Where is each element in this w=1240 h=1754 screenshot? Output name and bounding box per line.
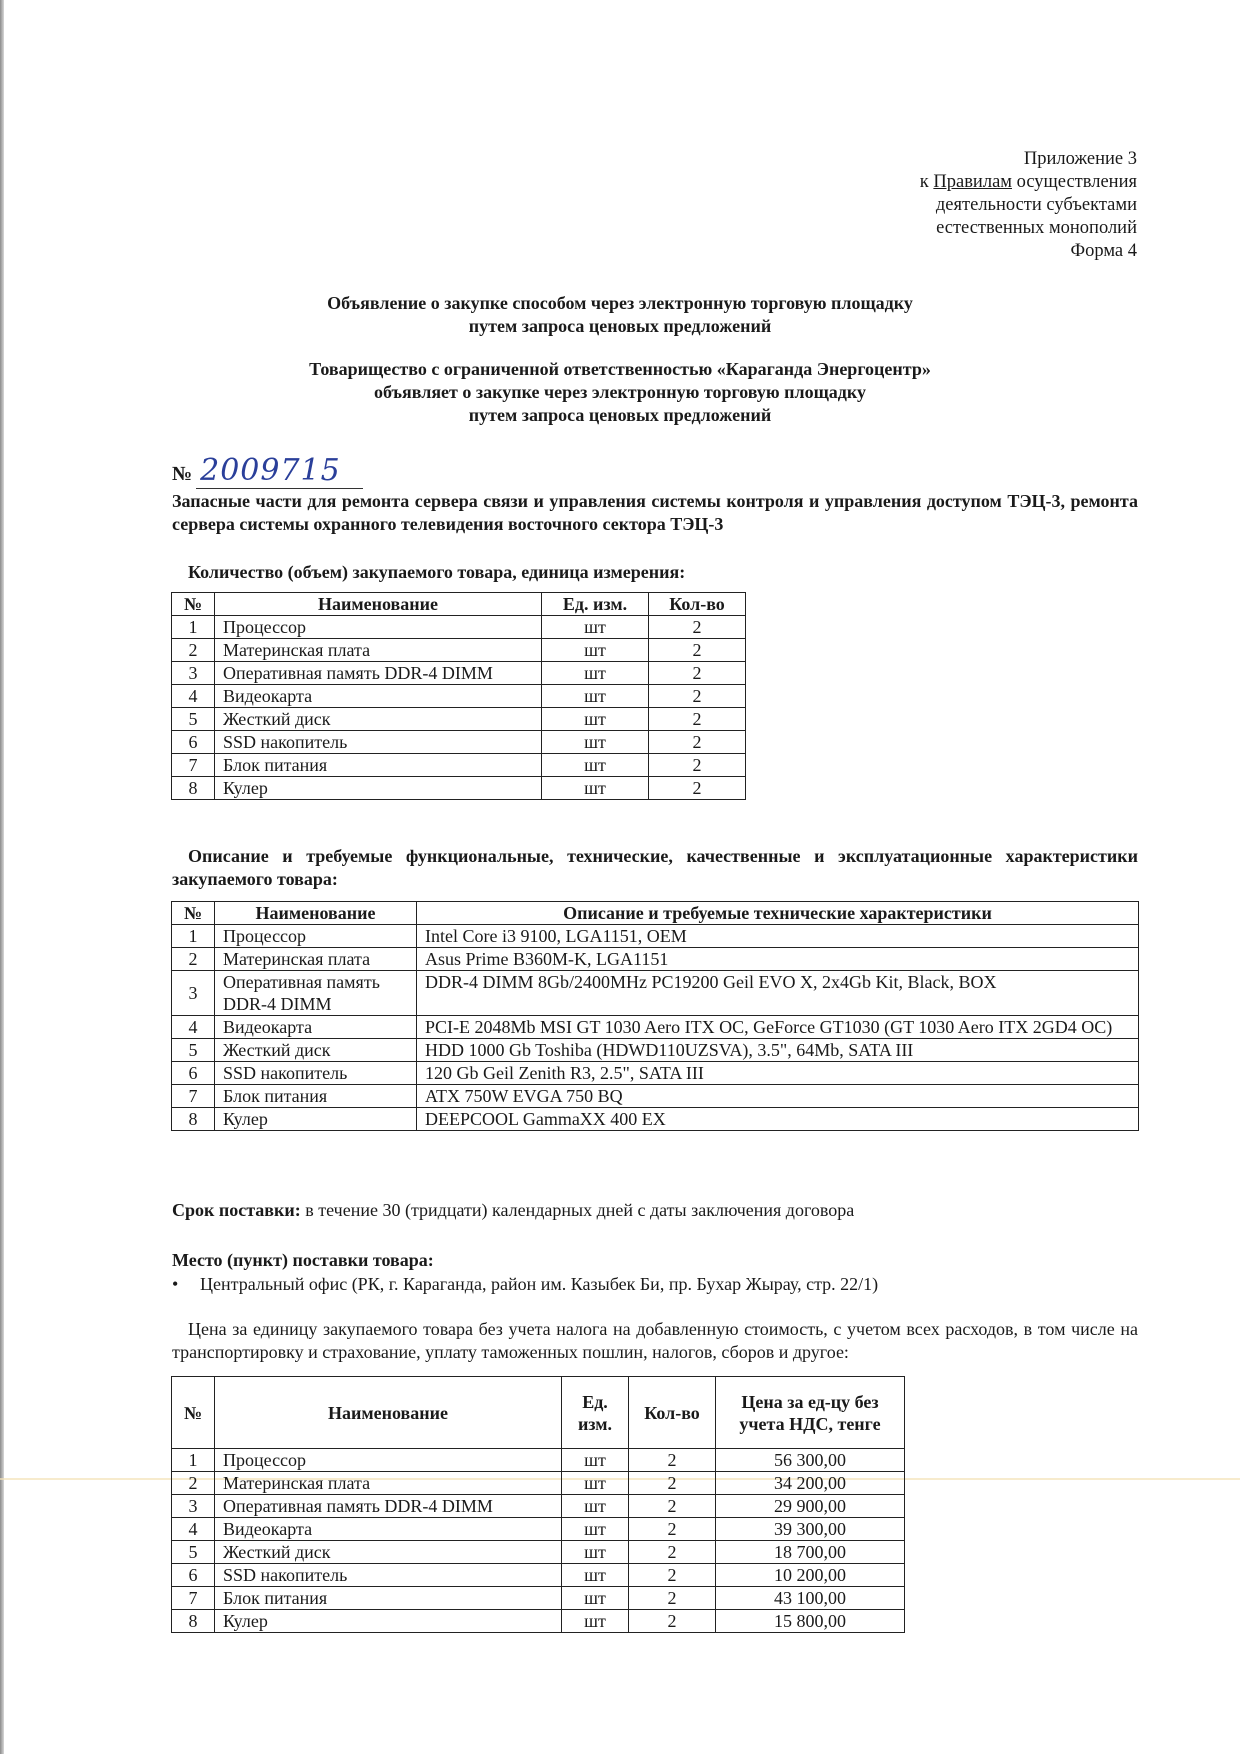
quantity-table — [171, 592, 746, 800]
table-row: 8 Кулер шт 2 — [172, 777, 746, 800]
col-header: Цена за ед-цу без учета НДС, тенге — [716, 1377, 905, 1449]
table-row: 6 SSD накопитель шт 2 — [172, 731, 746, 754]
annex-line-4: естественных монополий — [936, 218, 1137, 238]
delivery-term-text: в течение 30 (тридцати) календарных дней с даты заключения договора — [300, 1200, 855, 1220]
delivery-place-item: • Центральный офис (РК, г. Караганда, район им. Казыбек Би, пр. Бухар Жырау, стр. 22/1) — [172, 1274, 879, 1294]
table-row: 5 Жесткий диск шт 2 — [172, 708, 746, 731]
table-row: 7 Блок питания шт 2 43 100,00 — [172, 1587, 905, 1610]
col-header: Описание и требуемые технические характеристики — [417, 902, 1139, 925]
col-header: Наименование — [215, 902, 417, 925]
procurement-subject: Запасные части для ремонта сервера связи и управления системы контроля и управления доступом ТЭЦ-3, ремонта сервера системы охранного телевидения восточного сектора ТЭЦ-3 — [172, 491, 1138, 534]
annex-line-2: к Правилам осуществления — [919, 172, 1137, 192]
table-row: 3 Оперативная память DDR-4 DIMM DDR-4 DIMM 8Gb/2400MHz PC19200 Geil EVO X, 2x4Gb Kit, Black, BOX — [172, 971, 1139, 1016]
table-row: 4 Видеокарта PCI-E 2048Mb MSI GT 1030 Aero ITX OC, GeForce GT1030 (GT 1030 Aero ITX 2GD4 OC) — [172, 1016, 1139, 1039]
delivery-term-label: Срок поставки: — [172, 1200, 301, 1220]
table-row: 3 Оперативная память DDR-4 DIMM шт 2 29 900,00 — [172, 1495, 905, 1518]
col-header: Наименование — [215, 593, 542, 616]
table-row: 5 Жесткий диск HDD 1000 Gb Toshiba (HDWD110UZSVA), 3.5", 64Mb, SATA III — [172, 1039, 1139, 1062]
bullet-icon: • — [172, 1274, 179, 1294]
col-header: № — [172, 593, 215, 616]
table-row: 7 Блок питания шт 2 — [172, 754, 746, 777]
table-row: 4 Видеокарта шт 2 — [172, 685, 746, 708]
spec-table — [171, 901, 1139, 1131]
handwritten-number: 2009715 — [196, 453, 363, 489]
table-row: 7 Блок питания ATX 750W EVGA 750 BQ — [172, 1085, 1139, 1108]
annex-line-1: Приложение 3 — [1023, 149, 1137, 169]
col-header: Кол-во — [649, 593, 746, 616]
delivery-term — [172, 1199, 1138, 1222]
col-header: Кол-во — [629, 1377, 716, 1449]
procurement-number — [172, 453, 363, 489]
form-number: Форма 4 — [1070, 241, 1137, 261]
col-header: № — [172, 1377, 215, 1449]
col-header: Ед. изм. — [562, 1377, 629, 1449]
table-row: 6 SSD накопитель 120 Gb Geil Zenith R3, 2.5", SATA III — [172, 1062, 1139, 1085]
col-header: № — [172, 902, 215, 925]
table-row: 1 Процессор шт 2 — [172, 616, 746, 639]
table-header-row — [172, 593, 746, 616]
table-row: 5 Жесткий диск шт 2 18 700,00 — [172, 1541, 905, 1564]
spec-label: Описание и требуемые функциональные, технические, качественные и эксплуатационные характеристики закупаемого товара: — [172, 846, 1138, 889]
rules-link[interactable]: Правилам — [933, 172, 1012, 192]
price-table — [171, 1376, 905, 1633]
quantity-label: Количество (объем) закупаемого товара, единица измерения: — [188, 562, 686, 582]
annex-header — [920, 148, 1137, 263]
table-row: 4 Видеокарта шт 2 39 300,00 — [172, 1518, 905, 1541]
table-row: 3 Оперативная память DDR-4 DIMM шт 2 — [172, 662, 746, 685]
number-sign: № — [172, 463, 193, 485]
table-row: 2 Материнская плата шт 2 34 200,00 — [172, 1472, 905, 1495]
company-announcement: Товарищество с ограниченной ответственностью «Караганда Энергоцентр» объявляет о закупке через электронную торговую площадку путем запроса ценовых предложений — [309, 359, 931, 425]
col-header: Наименование — [215, 1377, 562, 1449]
table-header-row — [172, 902, 1139, 925]
scan-edge — [0, 0, 4, 1754]
col-header: Ед. изм. — [542, 593, 649, 616]
delivery-place-label: Место (пункт) поставки товара: — [172, 1250, 434, 1270]
table-row: 6 SSD накопитель шт 2 10 200,00 — [172, 1564, 905, 1587]
announcement-title: Объявление о закупке способом через электронную торговую площадку путем запроса ценовых предложений — [327, 293, 913, 336]
table-row: 8 Кулер шт 2 15 800,00 — [172, 1610, 905, 1633]
table-row: 2 Материнская плата шт 2 — [172, 639, 746, 662]
table-row: 1 Процессор Intel Core i3 9100, LGA1151, OEM — [172, 925, 1139, 948]
table-row: 8 Кулер DEEPCOOL GammaXX 400 EX — [172, 1108, 1139, 1131]
annex-line-3: деятельности субъектами — [935, 195, 1137, 215]
table-header-row — [172, 1377, 905, 1449]
table-row: 2 Материнская плата Asus Prime B360M-K, LGA1151 — [172, 948, 1139, 971]
table-row: 1 Процессор шт 2 56 300,00 — [172, 1449, 905, 1472]
price-intro: Цена за единицу закупаемого товара без учета налога на добавленную стоимость, с учетом всех расходов, в том числе на транспортировку и страхование, уплату таможенных пошлин, налогов, сборов и другое: — [172, 1319, 1138, 1362]
